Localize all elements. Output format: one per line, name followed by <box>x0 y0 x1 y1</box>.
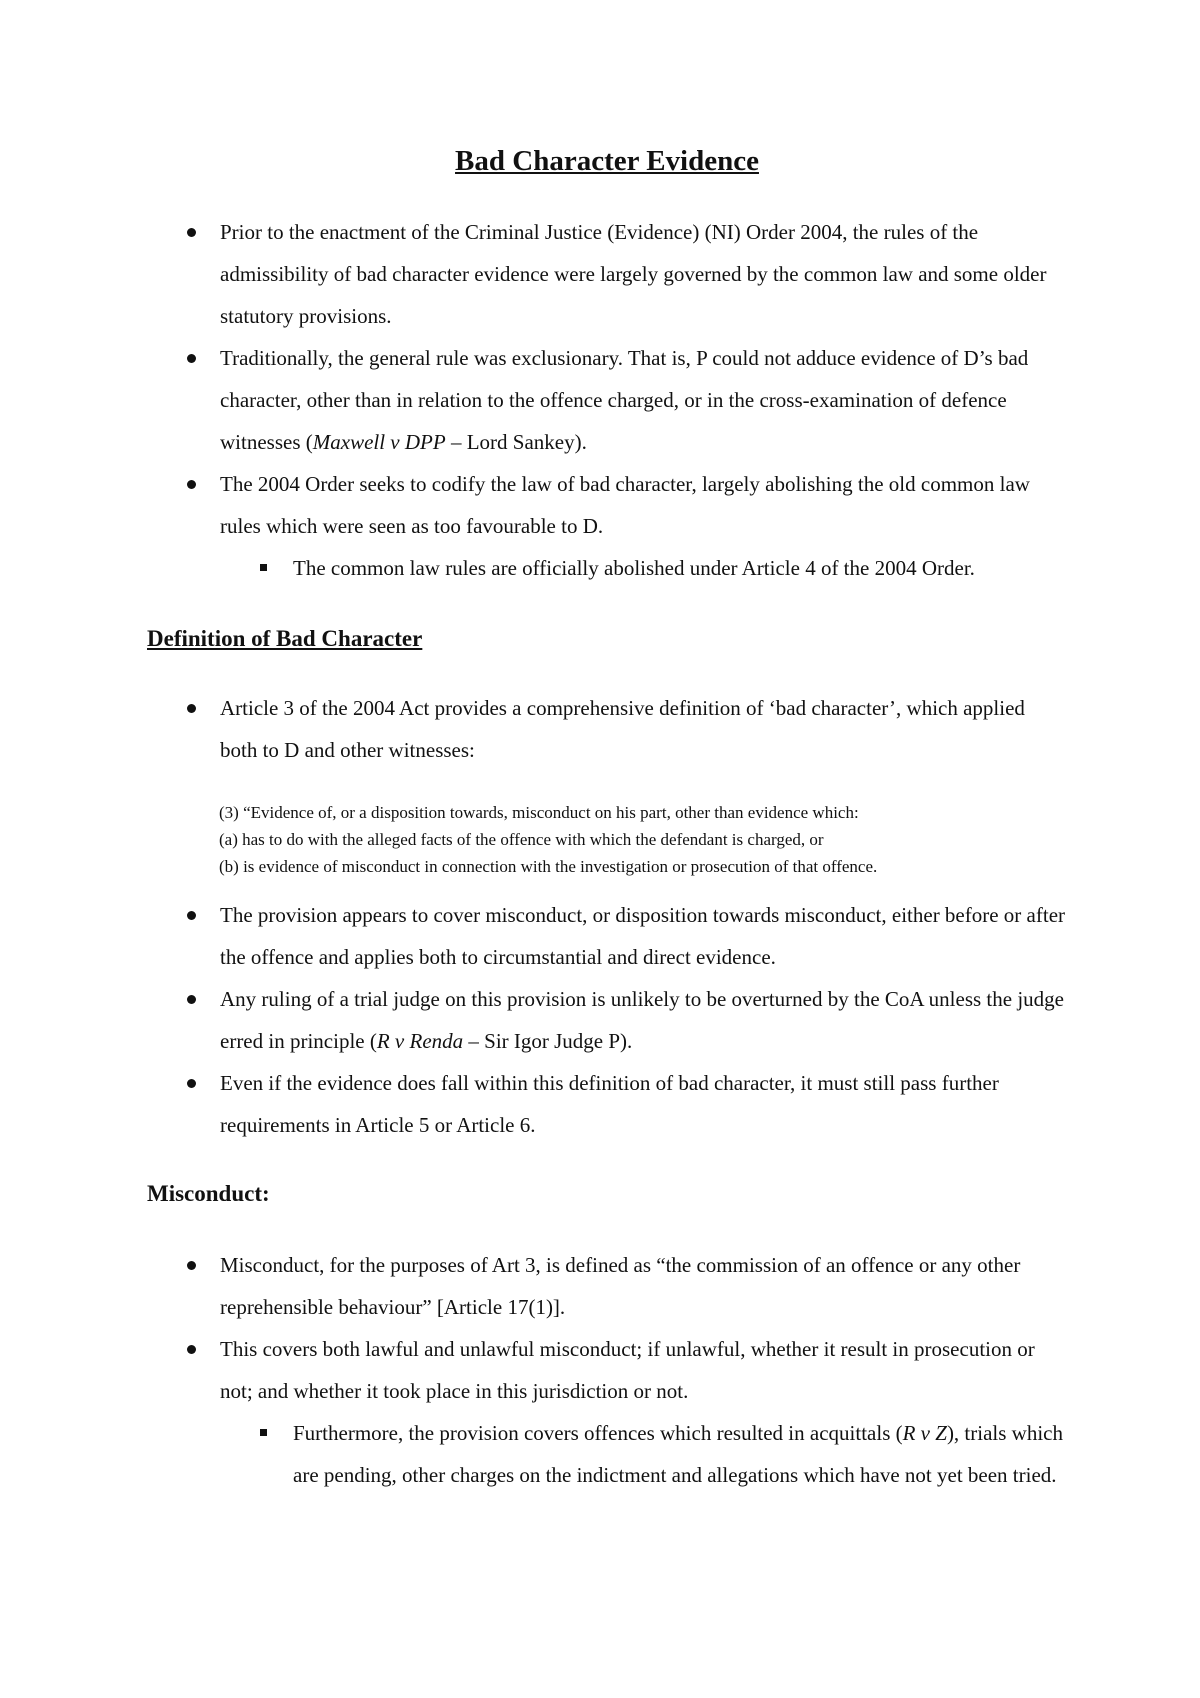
bullet-text: Traditionally, the general rule was exclusionary. That is, P could not adduce evidence of D’s bad character, other than in relation to the offence charged, or in the cross-examination of defence witnesses ( <box>220 346 1029 454</box>
bullet-text: Prior to the enactment of the Criminal Justice (Evidence) (NI) Order 2004, the rules of the admissibility of bad character evidence were largely governed by the common law and some older statutory provisions. <box>220 220 1047 328</box>
list-item <box>147 1062 1067 1146</box>
bullet-icon <box>187 995 196 1004</box>
bullet-text: – Sir Igor Judge P). <box>463 1029 633 1053</box>
bullet-icon <box>187 1261 196 1270</box>
list-item <box>147 978 1067 1062</box>
quote-line: (3) “Evidence of, or a disposition towards, misconduct on his part, other than evidence which: <box>219 803 859 822</box>
section-heading-definition: Definition of Bad Character <box>147 626 423 651</box>
bullet-text: – Lord Sankey). <box>445 430 587 454</box>
list-item <box>147 463 1067 547</box>
case-name: Maxwell v DPP <box>312 430 446 454</box>
bullet-icon <box>187 354 196 363</box>
intro-sublist <box>147 547 1067 589</box>
bullet-icon <box>187 228 196 237</box>
bullet-text: Misconduct, for the purposes of Art 3, is defined as “the commission of an offence or any other reprehensible behaviour” [Article 17(1)]. <box>220 1253 1021 1319</box>
bullet-text: The 2004 Order seeks to codify the law of bad character, largely abolishing the old common law rules which were seen as too favourable to D. <box>220 472 1030 538</box>
list-item <box>147 337 1067 463</box>
list-item <box>147 894 1067 978</box>
bullet-text: The common law rules are officially abolished under Article 4 of the 2004 Order. <box>293 556 975 580</box>
list-item <box>147 1244 1067 1328</box>
bullet-text: Any ruling of a trial judge on this provision is unlikely to be overturned by the CoA unless the judge erred in principle ( <box>220 987 1064 1053</box>
quote-line: (a) has to do with the alleged facts of the offence with which the defendant is charged, or <box>219 830 824 849</box>
bullet-text: Even if the evidence does fall within this definition of bad character, it must still pass further requirements in Article 5 or Article 6. <box>220 1071 999 1137</box>
quote-line: (b) is evidence of misconduct in connection with the investigation or prosecution of that offence. <box>219 857 878 876</box>
list-item <box>147 1328 1067 1412</box>
square-bullet-icon <box>260 564 267 571</box>
sub-list-item <box>147 547 1067 589</box>
sub-list-item <box>147 1412 1067 1496</box>
list-item <box>147 211 1067 337</box>
case-name: R v Renda <box>376 1029 464 1053</box>
bullet-text: This covers both lawful and unlawful misconduct; if unlawful, whether it result in prosecution or not; and whether it took place in this jurisdiction or not. <box>220 1337 1035 1403</box>
bullet-icon <box>187 911 196 920</box>
document-body <box>147 142 1067 1496</box>
intro-list <box>147 211 1067 547</box>
statute-quote <box>219 799 1067 880</box>
case-name: R v Z <box>902 1421 947 1445</box>
bullet-text: Article 3 of the 2004 Act provides a comprehensive definition of ‘bad character’, which applied both to D and other witnesses: <box>220 696 1025 762</box>
definition-list-continued <box>147 894 1067 1146</box>
bullet-text: ), trials which are pending, other charges on the indictment and allegations which have not yet been tried. <box>293 1421 1063 1487</box>
bullet-icon <box>187 1079 196 1088</box>
document-title: Bad Character Evidence <box>455 145 759 177</box>
bullet-icon <box>187 704 196 713</box>
bullet-text: The provision appears to cover misconduct, or disposition towards misconduct, either before or after the offence and applies both to circumstantial and direct evidence. <box>220 903 1066 969</box>
misconduct-sublist <box>147 1412 1067 1496</box>
misconduct-list <box>147 1244 1067 1412</box>
bullet-text: Furthermore, the provision covers offences which resulted in acquittals ( <box>293 1421 903 1445</box>
list-item <box>147 687 1067 771</box>
square-bullet-icon <box>260 1429 267 1436</box>
section-heading-misconduct: Misconduct: <box>147 1181 270 1206</box>
definition-list <box>147 687 1067 771</box>
bullet-icon <box>187 1345 196 1354</box>
bullet-icon <box>187 480 196 489</box>
